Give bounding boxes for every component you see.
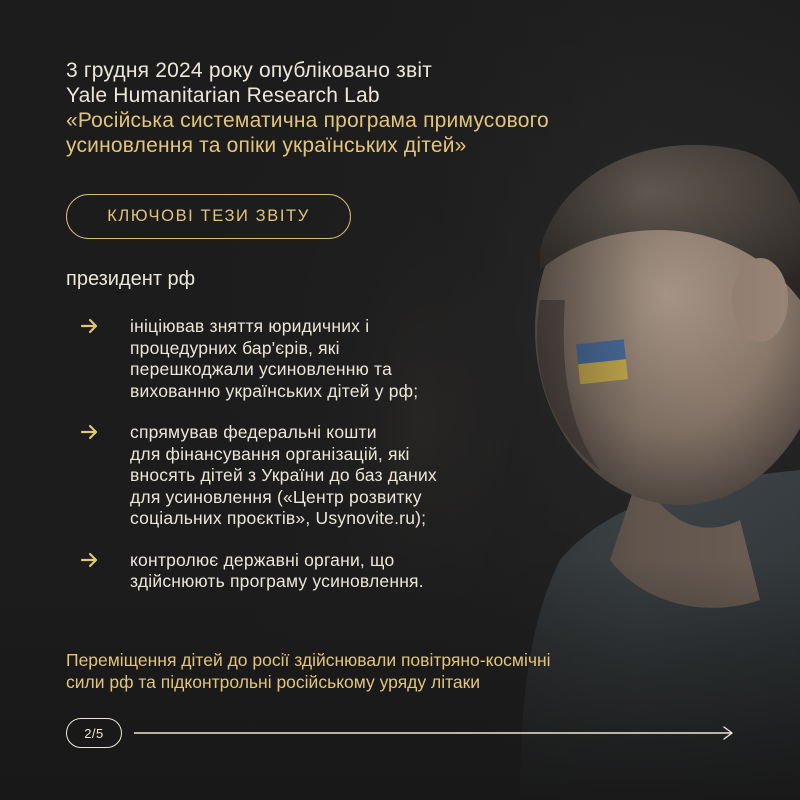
section-pill: КЛЮЧОВІ ТЕЗИ ЗВІТУ (66, 194, 351, 239)
key-points-list (80, 316, 550, 613)
list-item-text: ініціював зняття юридичних і процедурних бар'єрів, які перешкоджали усиновленню та вихованню українських дітей у рф; (130, 316, 419, 401)
headline (66, 58, 706, 158)
next-slide-arrow-icon[interactable] (134, 724, 736, 742)
list-item (80, 550, 550, 593)
footer-note: Переміщення дітей до росії здійснювали повітряно-космічні сили рф та підконтрольні російському уряду літаки (66, 650, 551, 692)
arrow-right-icon (80, 550, 100, 570)
list-item (80, 316, 550, 402)
list-item-text: спрямував федеральні кошти для фінансування організацій, які вносять дітей з України до баз даних для усиновлення («Центр розвитку соціальних проєктів», Usynovite.ru); (130, 422, 437, 528)
arrow-right-icon (80, 316, 100, 336)
list-item (80, 422, 550, 530)
arrow-right-icon (80, 422, 100, 442)
report-title-line-1: «Російська систематична програма примусового (66, 109, 549, 132)
report-title-line-2: усиновлення та опіки українських дітей» (66, 134, 467, 157)
headline-source-line: Yale Humanitarian Research Lab (66, 84, 380, 107)
list-item-text: контролює державні органи, що здійснюють програму усиновлення. (130, 549, 424, 591)
subject-label: президент рф (66, 268, 196, 290)
page-indicator: 2/5 (66, 718, 122, 748)
headline-date-line: 3 грудня 2024 року опубліковано звіт (66, 59, 433, 82)
